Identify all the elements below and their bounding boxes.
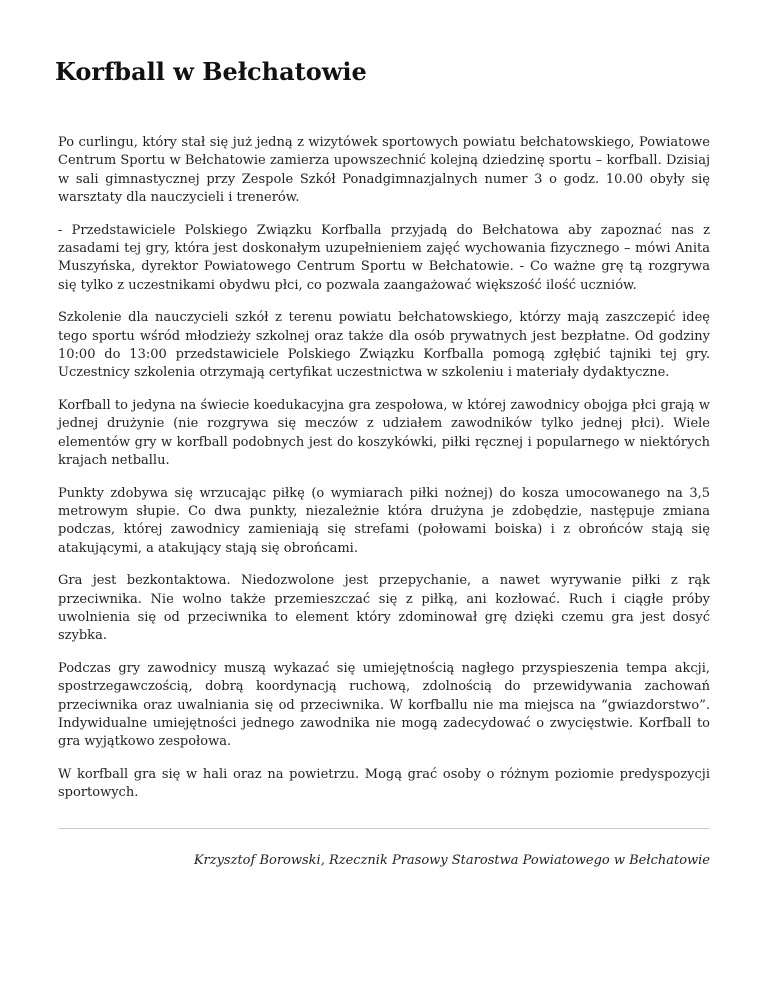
article-title: Korfball w Bełchatowie [55, 57, 367, 86]
article-paragraph: Podczas gry zawodnicy muszą wykazać się umiejętnością nagłego przyspieszenia tempa akcji, spostrzegawczością, dobrą koordynacją ruchową, zdolnością do przewidywania zachowań przeciwnika oraz uwalniania się od przeciwnika. W korfballu nie ma miejsca na “gwiazdorstwo”. Indywidualne umiejętności jednego zawodnika nie mogą zadecydować o zwycięstwie. Korfball to gra wyjątkowo zespołowa. [58, 660, 710, 750]
article-paragraph: W korfball gra się w hali oraz na powietrzu. Mogą grać osoby o różnym poziomie predyspozycji sportowych. [58, 766, 710, 801]
article-body [58, 134, 710, 817]
article-paragraph: - Przedstawiciele Polskiego Związku Korfballa przyjadą do Bełchatowa aby zapoznać nas z zasadami tej gry, która jest doskonałym uzupełnieniem zajęć wychowania fizycznego – mówi Anita Muszyńska, dyrektor Powiatowego Centrum Sportu w Bełchatowie. - Co ważne grę tą rozgrywa się tylko z uczestnikami obydwu płci, co pozwala zaangażować większość ilość uczniów. [58, 222, 710, 293]
article-paragraph: Szkolenie dla nauczycieli szkół z terenu powiatu bełchatowskiego, którzy mają zaszczepić ideę tego sportu wśród młodzieży szkolnej oraz także dla osób prywatnych jest bezpłatne. Od godziny 10:00 do 13:00 przedstawiciele Polskiego Związku Korfballa pomogą zgłębić tajniki tej gry. Uczestnicy szkolenia otrzymają certyfikat uczestnictwa w szkoleniu i materiały dydaktyczne. [58, 310, 710, 381]
footer-divider [58, 828, 710, 829]
article-paragraph: Punkty zdobywa się wrzucając piłkę (o wymiarach piłki nożnej) do kosza umocowanego na 3,5 metrowym słupie. Co dwa punkty, niezależnie która drużyna je zdobędzie, następuje zmiana podczas, której zawodnicy zamieniają się strefami (połowami boiska) i z obrońców stają się atakującymi, a atakujący stają się obrońcami. [58, 485, 710, 556]
article-author: Krzysztof Borowski, Rzecznik Prasowy Starostwa Powiatowego w Bełchatowie [193, 853, 710, 868]
article-paragraph: Korfball to jedyna na świecie koedukacyjna gra zespołowa, w której zawodnicy obojga płci grają w jednej drużynie (nie rozgrywa się meczów z udziałem zawodników tylko jednej płci). Wiele elementów gry w korfball podobnych jest do koszykówki, piłki ręcznej i popularnego w niektórych krajach netballu. [58, 397, 710, 469]
article-paragraph: Gra jest bezkontaktowa. Niedozwolone jest przepychanie, a nawet wyrywanie piłki z rąk przeciwnika. Nie wolno także przemieszczać się z piłką, ani kozłować. Ruch i ciągłe próby uwolnienia się od przeciwnika to element który zdominował grę dzięki czemu gra jest dosyć szybka. [58, 573, 710, 644]
article-paragraph: Po curlingu, który stał się już jedną z wizytówek sportowych powiatu bełchatowskiego, Powiatowe Centrum Sportu w Bełchatowie zamierza upowszechnić kolejną dziedzinę sportu – korfball. Dzisiaj w sali gimnastycznej przy Zespole Szkół Ponadgimnazjalnych numer 3 o godz. 10.00 obyły się warsztaty dla nauczycieli i trenerów. [58, 135, 710, 206]
